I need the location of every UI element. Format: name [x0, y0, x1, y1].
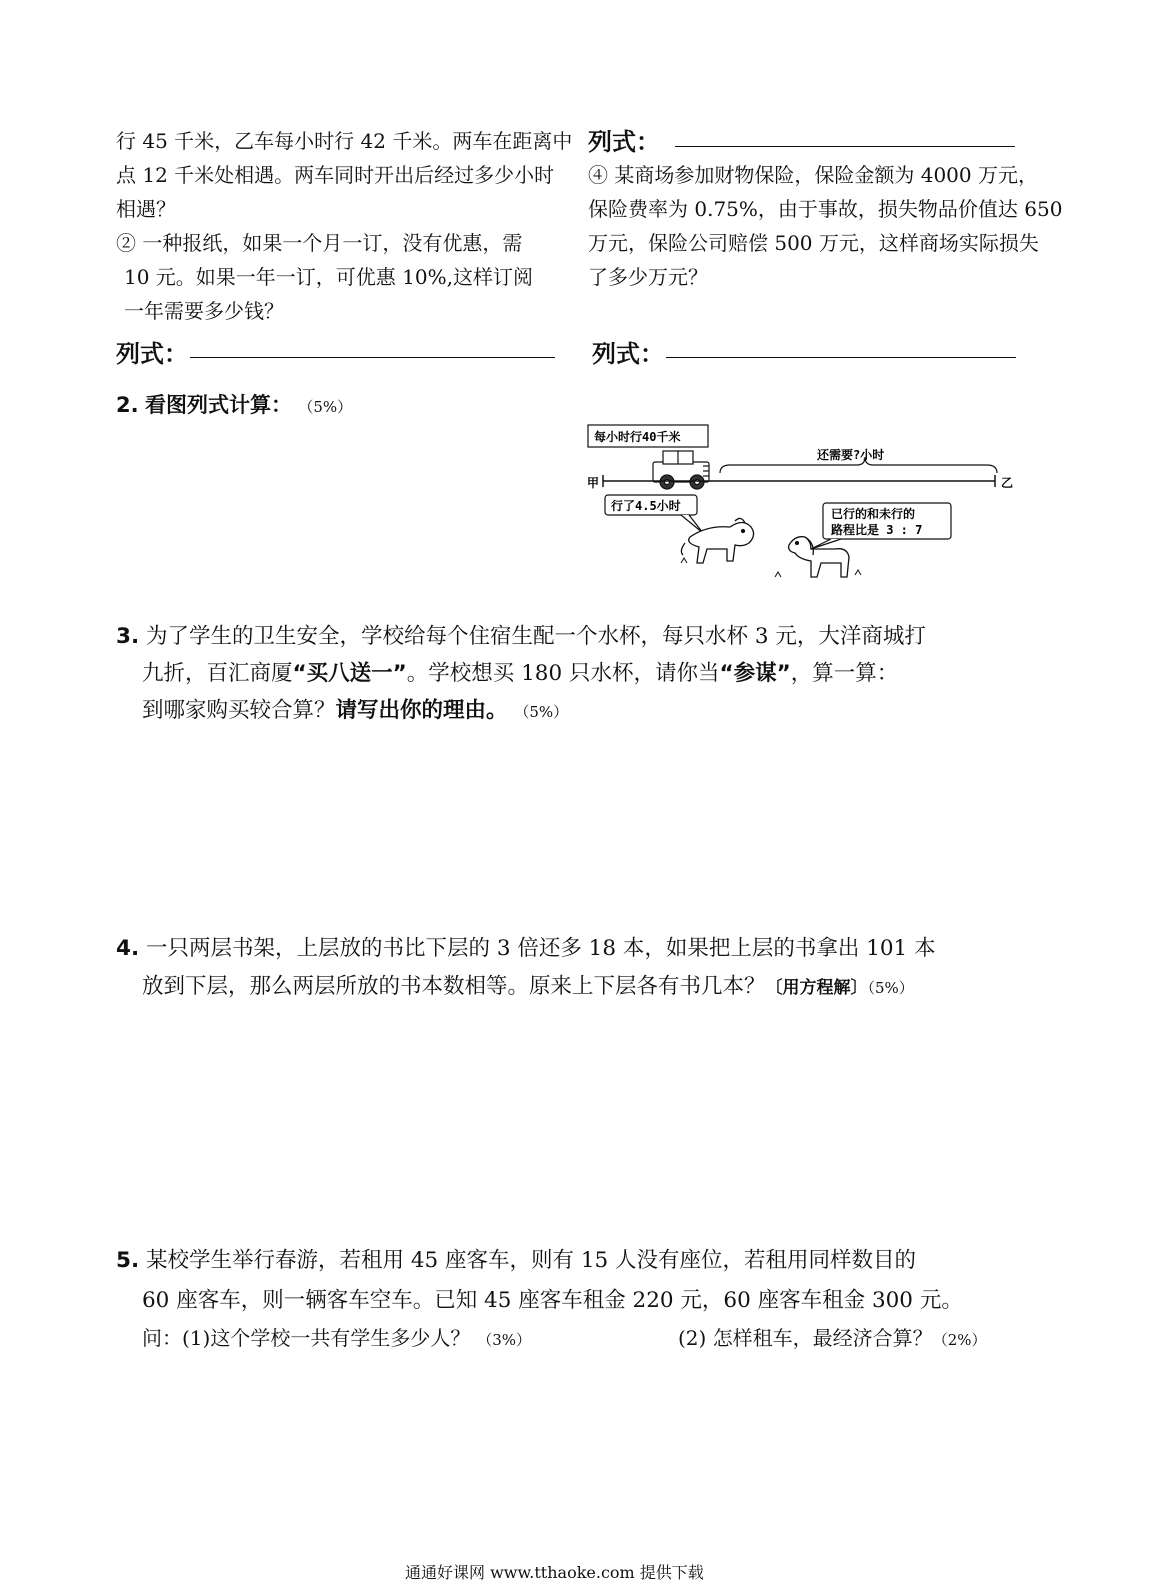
emphasis-text: “参谋” — [719, 661, 791, 686]
problem-figure — [585, 415, 1025, 587]
question-5-subquestion — [678, 1322, 986, 1357]
problem-text-line: 相遇？ — [116, 197, 176, 221]
question-number: 5. — [116, 1248, 140, 1273]
problem-text-line: 行 45 千米，乙车每小时行 42 千米。两车在距离中 — [116, 129, 573, 153]
traveled-label: 行了4.5小时 — [611, 499, 681, 513]
ratio-label-line2: 路程比是 3 : 7 — [831, 523, 923, 537]
problem-4-line: ④ 某商场参加财物保险，保险金额为 4000 万元， — [588, 163, 1038, 187]
question-text: 放到下层，那么两层所放的书本数相等。原来上下层各有书几本？ — [142, 974, 766, 999]
score: （2%） — [932, 1331, 987, 1349]
question-text: 。学校想买 180 只水杯，请你当 — [406, 661, 720, 686]
problem-2-line: 一年需要多少钱？ — [124, 299, 284, 323]
jeep-icon — [653, 451, 709, 489]
question-4-line — [116, 932, 936, 965]
problem-text-line: 点 12 千米处相遇。两车同时开出后经过多少小时 — [116, 163, 555, 187]
question-text: (2) 怎样租车，最经济合算？ — [678, 1326, 933, 1350]
question-3-line — [142, 694, 568, 729]
formula-label: 列式： — [592, 340, 664, 368]
formula-label: 列式： — [588, 128, 660, 156]
answer-line[interactable] — [675, 146, 1015, 147]
end-label: 乙 — [1001, 476, 1014, 490]
question-5-line — [116, 1244, 916, 1277]
score: （5%） — [867, 979, 914, 997]
score: （5%） — [298, 398, 353, 416]
remaining-label: 还需要?小时 — [817, 448, 885, 462]
problem-2-line: ② 一种报纸，如果一个月一订，没有优惠，需 — [116, 231, 523, 255]
question-5-subquestion — [142, 1322, 531, 1357]
answer-line[interactable] — [666, 357, 1016, 358]
question-text: 一只两层书架，上层放的书比下层的 3 倍还多 18 本，如果把上层的书拿出 101 本 — [145, 936, 936, 961]
question-text: 某校学生举行春游，若租用 45 座客车，则有 15 人没有座位，若租用同样数目的 — [145, 1248, 917, 1273]
score: （5%） — [514, 703, 569, 721]
question-text: 为了学生的卫生安全，学校给每个住宿生配一个水杯，每只水杯 3 元，大洋商城打 — [145, 624, 926, 649]
problem-4-line: 保险费率为 0.75%，由于事故，损失物品价值达 650 — [588, 197, 1063, 221]
start-label: 甲 — [587, 476, 600, 490]
emphasis-text: 请写出你的理由。 — [335, 698, 508, 723]
emphasis-text: 〔用方程解〕 — [765, 978, 868, 998]
question-text: 到哪家购买较合算？ — [142, 698, 336, 723]
problem-4-line: 万元，保险公司赔偿 500 万元，这样商场实际损失 — [588, 231, 1039, 255]
problem-2-line: 10 元。如果一年一订，可优惠 10%,这样订阅 — [124, 265, 533, 289]
question-text: 九折，百汇商厦 — [142, 661, 293, 686]
dog-icon — [681, 518, 753, 563]
question-4-line — [142, 970, 914, 1005]
question-3-line — [142, 657, 898, 690]
question-5-line: 60 座客车，则一辆客车空车。已知 45 座客车租金 220 元，60 座客车租金 300 元。 — [142, 1288, 963, 1313]
score: （3%） — [477, 1331, 531, 1349]
answer-line[interactable] — [190, 357, 555, 358]
question-2-heading — [116, 390, 352, 422]
problem-4-line: 了多少万元？ — [588, 265, 708, 289]
question-number: 3. — [116, 624, 140, 649]
question-text: 问：(1)这个学校一共有学生多少人？ — [142, 1326, 471, 1350]
question-title: 看图列式计算： — [144, 393, 292, 417]
dog-icon — [789, 537, 849, 577]
question-number: 4. — [116, 936, 140, 961]
ratio-label-line1: 已行的和未行的 — [831, 507, 916, 521]
question-number: 2. — [116, 393, 139, 417]
question-text: ，算一算： — [790, 661, 899, 686]
formula-label: 列式： — [116, 340, 188, 368]
footer-text: 通通好课网 www.tthaoke.com 提供下载 — [405, 1563, 704, 1582]
question-3-line — [116, 620, 926, 653]
emphasis-text: “买八送一” — [292, 661, 407, 686]
speed-label: 每小时行40千米 — [594, 430, 681, 444]
